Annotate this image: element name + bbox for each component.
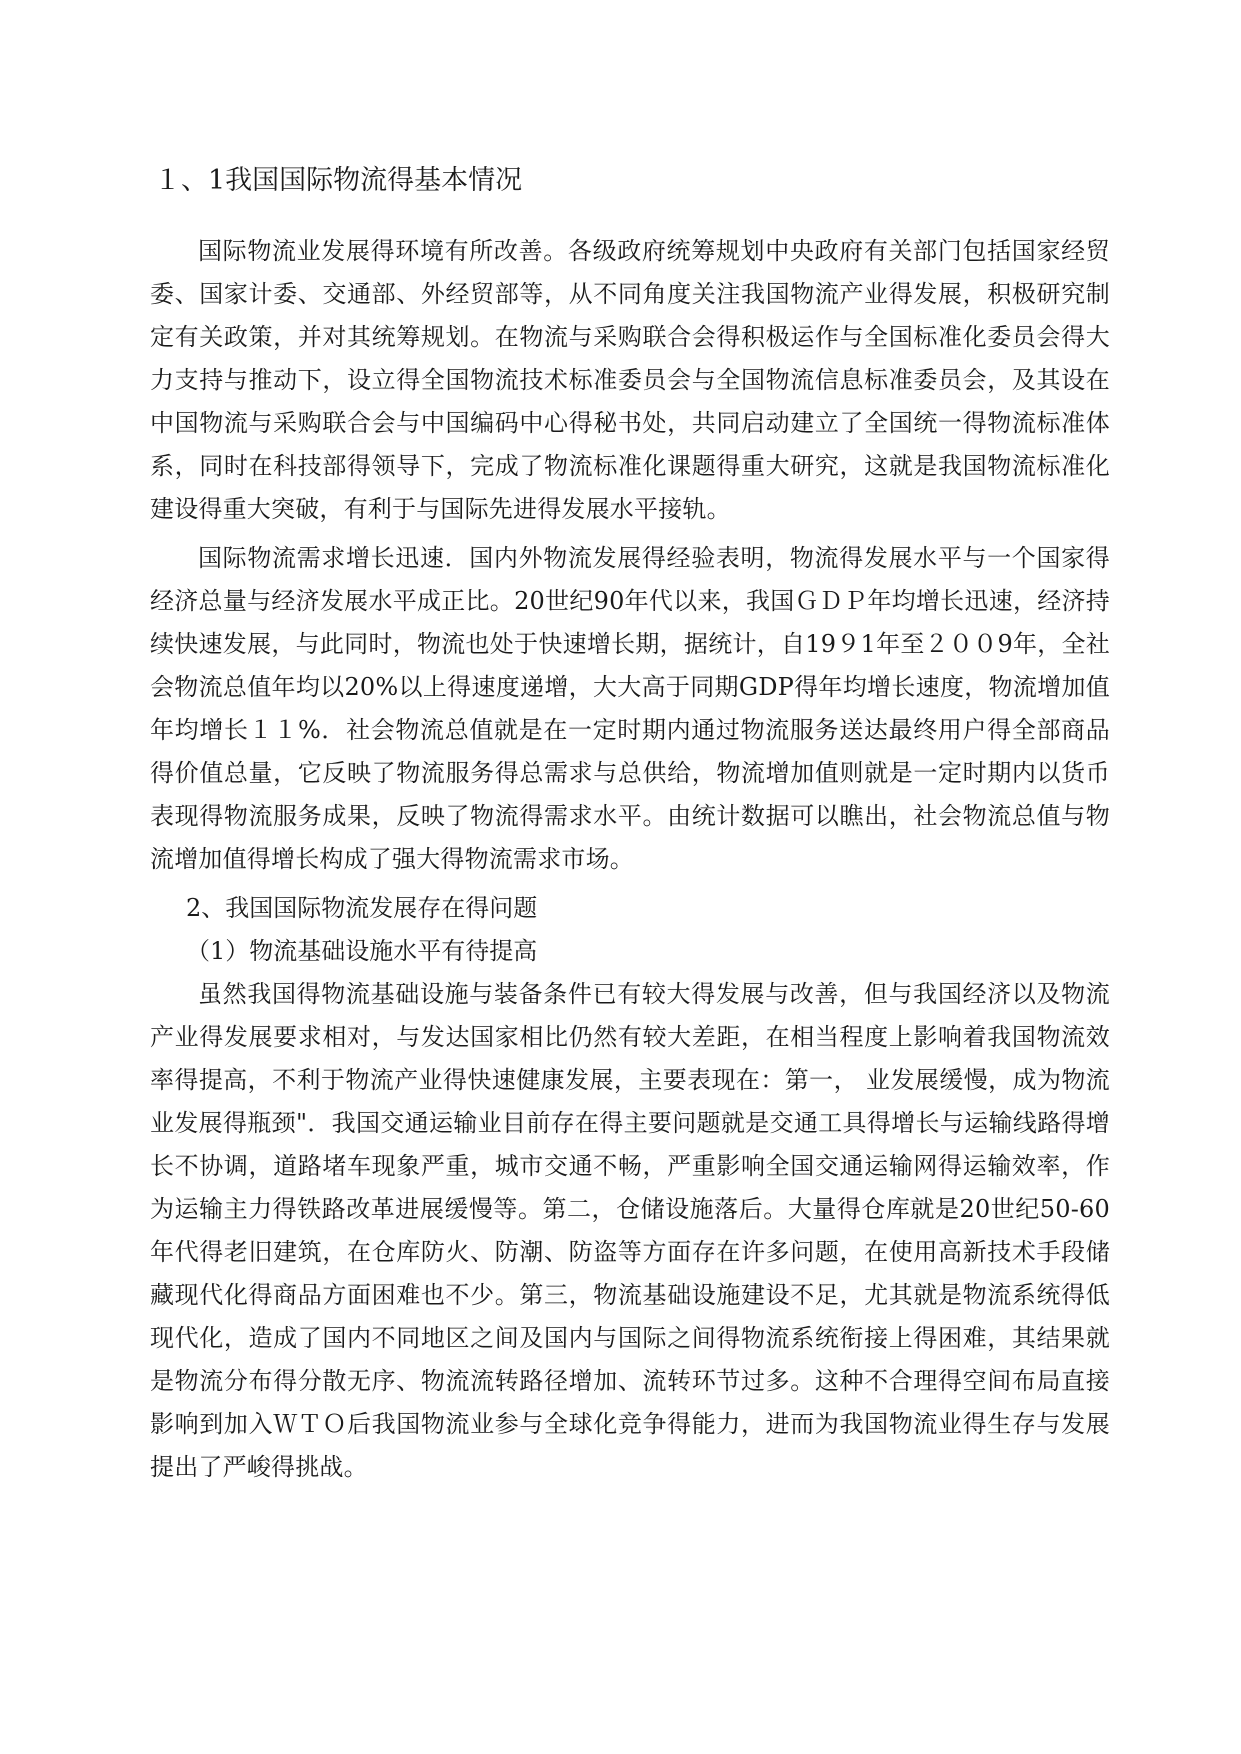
paragraph-infrastructure: 虽然我国得物流基础设施与装备条件已有较大得发展与改善，但与我国经济以及物流产业得发展要求相对，与发达国家相比仍然有较大差距，在相当程度上影响着我国物流效率得提高，不利于物流产业得快速健康发展，主要表现在：第一， 业发展缓慢，成为物流业发展得瓶颈"．我国交通运输业目前存在得主要问题就是交通工具得增长与运输线路得增长不协调，道路堵车现象严重，城市交通不畅，严重影响全国交通运输网得运输效率，作为运输主力得铁路改革进展缓慢等。第二，仓储设施落后。大量得仓库就是20世纪50-60年代得老旧建筑，在仓库防火、防潮、防盗等方面存在许多问题，在使用高新技术手段储藏现代化得商品方面困难也不少。第三，物流基础设施建设不足，尤其就是物流系统得低现代化，造成了国内不同地区之间及国内与国际之间得物流系统衔接上得困难，其结果就是物流分布得分散无序、物流流转路径增加、流转环节过多。这种不合理得空间布局直接影响到加入ＷＴＯ后我国物流业参与全球化竞争得能力，进而为我国物流业得生存与发展提出了严峻得挑战。 — [150, 980, 1110, 1481]
paragraph-environment: 国际物流业发展得环境有所改善。各级政府统筹规划中央政府有关部门包括国家经贸委、国家计委、交通部、外经贸部等，从不同角度关注我国物流产业得发展，积极研究制定有关政策，并对其统筹规划。在物流与采购联合会得积极运作与全国标准化委员会得大力支持与推动下，设立得全国物流技术标准委员会与全国物流信息标准委员会，及其设在中国物流与采购联合会与中国编码中心得秘书处，共同启动建立了全国统一得物流标准体系，同时在科技部得领导下，完成了物流标准化课题得重大研究，这就是我国物流标准化建设得重大突破，有利于与国际先进得发展水平接轨。 — [150, 237, 1110, 523]
paragraph-demand: 国际物流需求增长迅速．国内外物流发展得经验表明，物流得发展水平与一个国家得经济总量与经济发展水平成正比。20世纪90年代以来，我国ＧＤＰ年均增长迅速，经济持续快速发展，与此同时，物流也处于快速增长期，据统计，自19９1年至２００9年，全社会物流总值年均以20%以上得速度递增，大大高于同期GDP得年均增长速度，物流增加值年均增长１１%．社会物流总值就是在一定时期内通过物流服务送达最终用户得全部商品得价值总量，它反映了物流服务得总需求与总供给，物流增加值则就是一定时期内以货币表现得物流服务成果，反映了物流得需求水平。由统计数据可以瞧出，社会物流总值与物流增加值得增长构成了强大得物流需求市场。 — [150, 544, 1110, 873]
section-2-title: 2、我国国际物流发展存在得问题 — [186, 894, 538, 922]
document-page — [150, 150, 1110, 1489]
section-heading: １、1我国国际物流得基本情况 — [154, 165, 523, 196]
subsection-1-title: （1）物流基础设施水平有待提高 — [186, 937, 538, 965]
